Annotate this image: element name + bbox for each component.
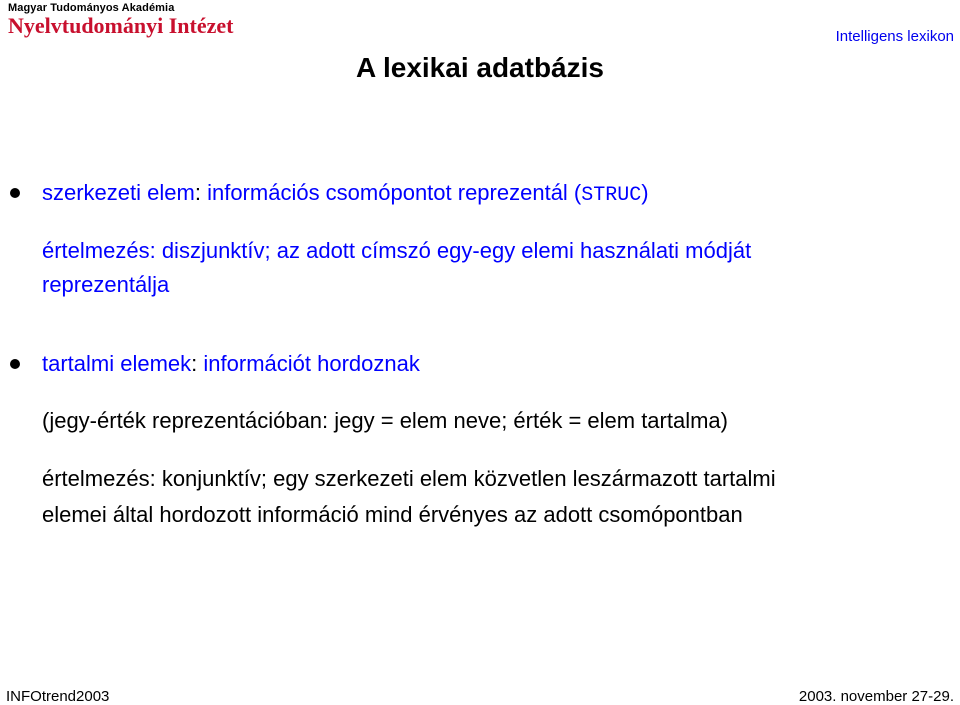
bullet-1-interpretation-1: értelmezés: diszjunktív; az adott címszó egy-egy elemi használati módját xyxy=(42,238,752,263)
struc-code: STRUC xyxy=(581,184,642,207)
bullet-1-text xyxy=(42,180,649,209)
colon: : xyxy=(191,351,198,376)
bullet-point-1 xyxy=(10,188,20,198)
footer-date: 2003. november 27-29. xyxy=(798,688,954,705)
term-structural-element: szerkezeti elem xyxy=(42,180,195,205)
academy-name: Magyar Tudományos Akadémia xyxy=(8,2,175,14)
bullet-2-detail: (jegy-érték reprezentációban: jegy = elem neve; érték = elem tartalma) xyxy=(42,408,728,433)
slide-title: A lexikai adatbázis xyxy=(356,52,604,83)
bullet-2-text xyxy=(42,351,420,377)
colon: : xyxy=(194,180,201,205)
institute-logo xyxy=(8,2,233,38)
section-title: Intelligens lexikon xyxy=(835,28,954,45)
footer-event: INFOtrend2003 xyxy=(6,688,110,705)
bullet-2-interpretation-2: elemei által hordozott információ mind érvényes az adott csomópontban xyxy=(42,502,743,527)
institute-name: Nyelvtudományi Intézet xyxy=(8,13,234,38)
bullet-2-description: információt hordoznak xyxy=(197,351,420,376)
term-content-elements: tartalmi elemek xyxy=(42,351,192,376)
bullet-point-2 xyxy=(10,359,20,369)
bullet-2-interpretation-1: értelmezés: konjunktív; egy szerkezeti elem közvetlen leszármazott tartalmi xyxy=(42,466,776,491)
bullet-1-description: információs csomópontot reprezentál ( xyxy=(200,180,582,205)
close-paren: ) xyxy=(641,180,649,205)
bullet-1-interpretation-2: reprezentálja xyxy=(42,272,170,297)
